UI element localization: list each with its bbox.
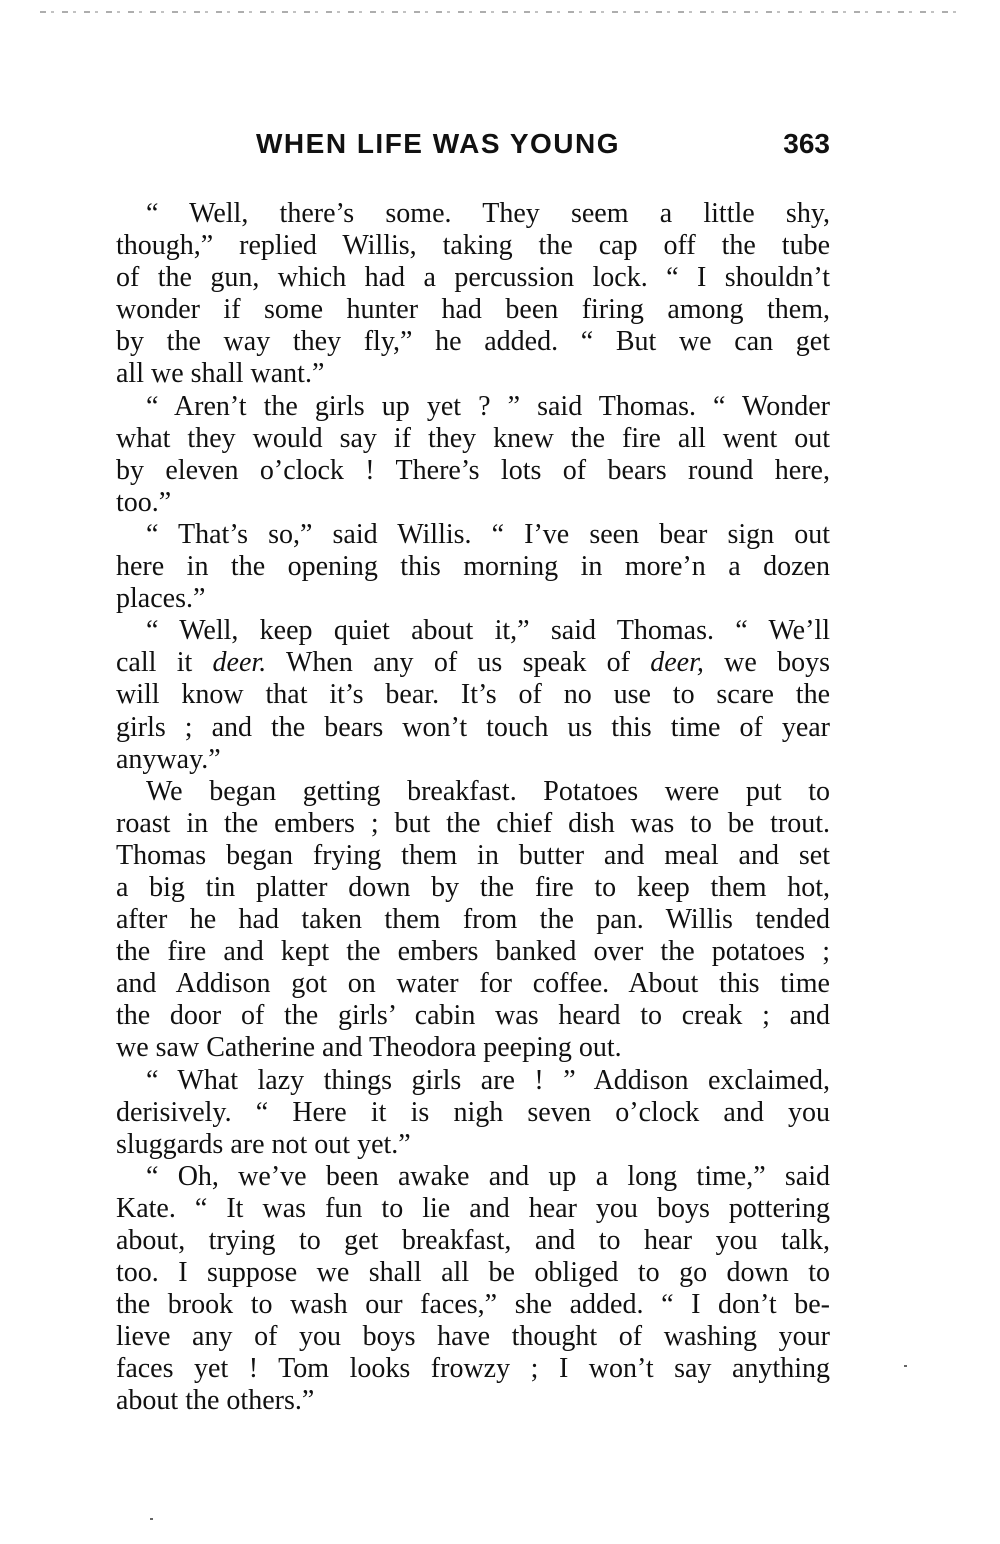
text-line: we saw Catherine and Theodora peeping out. <box>116 1032 622 1064</box>
text-line: Thomas began frying them in butter and meal and set <box>116 839 830 871</box>
text-line: roast in the embers ; but the chief dish was to be trout. <box>116 807 830 839</box>
text-line: by eleven o’clock ! There’s lots of bears round here, <box>116 454 830 486</box>
text-line: will know that it’s bear. It’s of no use to scare the <box>116 679 830 711</box>
text-line <box>116 647 830 679</box>
text-line: of the gun, which had a percussion lock. “ I shouldn’t <box>116 262 830 294</box>
text-line: the door of the girls’ cabin was heard to creak ; and <box>116 1000 830 1032</box>
text-span: When any of us speak of <box>266 647 651 679</box>
text-line: after he had taken them from the pan. Willis tended <box>116 904 830 936</box>
text-line: by the way they fly,” he added. “ But we can get <box>116 326 830 358</box>
text-line: the brook to wash our faces,” she added. “ I don’t be- <box>116 1289 830 1321</box>
text-line: “ Aren’t the girls up yet ? ” said Thomas. “ Wonder <box>146 390 830 422</box>
page-header <box>116 128 830 168</box>
text-line: a big tin platter down by the fire to keep them hot, <box>116 871 830 903</box>
text-line: too. I suppose we shall all be obliged to go down to <box>116 1257 830 1289</box>
text-line: girls ; and the bears won’t touch us this time of year <box>116 711 830 743</box>
text-line: “ What lazy things girls are ! ” Addison exclaimed, <box>146 1064 830 1096</box>
text-line: “ Well, keep quiet about it,” said Thomas. “ We’ll <box>146 615 830 647</box>
text-line: “ Well, there’s some. They seem a little shy, <box>146 198 830 229</box>
page-number: 363 <box>783 128 830 159</box>
text-line: lieve any of you boys have thought of washing your <box>116 1321 830 1353</box>
text-line: sluggards are not out yet.” <box>116 1128 411 1160</box>
text-span: we boys <box>703 647 831 679</box>
scan-speck <box>904 1365 907 1367</box>
text-line: though,” replied Willis, taking the cap off the tube <box>116 230 830 262</box>
body-text <box>116 198 830 1418</box>
text-line: anyway.” <box>116 743 221 775</box>
text-line: Kate. “ It was fun to lie and hear you boys pottering <box>116 1192 830 1224</box>
text-line: about, trying to get breakfast, and to hear you talk, <box>116 1225 830 1256</box>
text-line: We began getting breakfast. Potatoes were put to <box>146 775 830 807</box>
text-line: “ Oh, we’ve been awake and up a long time,” said <box>146 1160 830 1192</box>
text-line: wonder if some hunter had been firing among them, <box>116 294 830 326</box>
text-line: derisively. “ Here it is nigh seven o’clock and you <box>116 1096 830 1128</box>
text-line: faces yet ! Tom looks frowzy ; I won’t say anything <box>116 1353 830 1385</box>
text-line: here in the opening this morning in more’n a dozen <box>116 551 830 583</box>
text-line: and Addison got on water for coffee. About this time <box>116 968 830 1000</box>
italic-word: deer. <box>212 647 267 679</box>
text-line: what they would say if they knew the fire all went out <box>116 422 830 454</box>
running-title: WHEN LIFE WAS YOUNG <box>256 128 620 159</box>
text-span: call it <box>116 647 213 679</box>
text-line: about the others.” <box>116 1385 315 1417</box>
text-line: too.” <box>116 486 172 518</box>
scan-speck <box>150 1518 153 1520</box>
scan-artifact-line <box>40 11 960 13</box>
text-line: “ That’s so,” said Willis. “ I’ve seen bear sign out <box>146 518 830 550</box>
text-line: all we shall want.” <box>116 358 325 390</box>
text-line: places.” <box>116 583 206 615</box>
italic-word: deer, <box>650 647 704 679</box>
text-line: the fire and kept the embers banked over the potatoes ; <box>116 936 830 968</box>
